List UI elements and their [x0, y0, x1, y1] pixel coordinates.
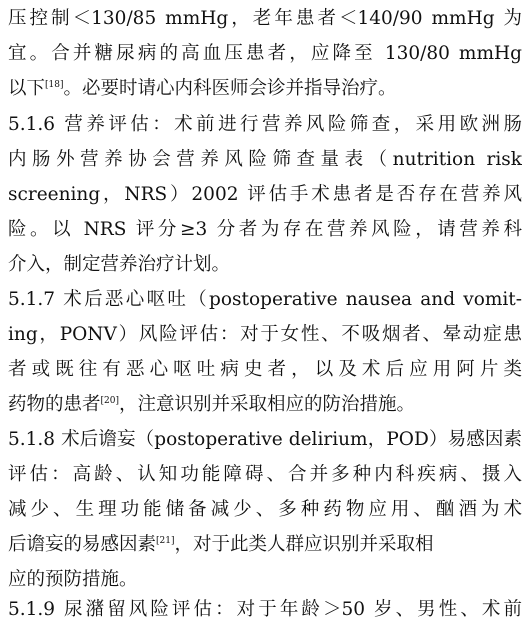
text-span: 。必要时请心内科医师会诊并指导治疗。	[63, 78, 397, 99]
citation-ref: [20]	[100, 396, 119, 406]
text-line	[8, 390, 522, 420]
text-line: 减少、生理功能储备减少、多种药物应用、酗酒为术	[8, 499, 522, 520]
text-line: 宜。合并糖尿病的高血压患者，应降至 130/80 mmHg	[8, 43, 522, 64]
text-line: 压控制＜130/85 mmHg，老年患者＜140/90 mmHg 为	[8, 8, 522, 29]
text-line: 者或既往有恶心呕吐病史者，以及术后应用阿片类	[8, 359, 522, 380]
section-5-1-8-heading-line: 5.1.8 术后谵妄（postoperative delirium，POD）易感因素	[8, 429, 522, 450]
citation-ref: [18]	[45, 80, 64, 90]
text-line: screening，NRS）2002 评估手术患者是否存在营养风	[8, 184, 522, 205]
text-span: 药物的患者	[8, 394, 101, 415]
section-5-1-6-heading-line: 5.1.6 营养评估：术前进行营养风险筛查，采用欧洲肠	[8, 114, 522, 135]
section-5-1-9-heading-line: 5.1.9 尿潴留风险评估：对于年龄＞50 岁、男性、术前	[8, 599, 522, 620]
text-span: ，注意识别并采取相应的防治措施。	[119, 394, 416, 415]
text-span: ，对于此类人群应识别并采取相	[174, 534, 434, 555]
text-line	[8, 74, 522, 104]
text-line: 评估：高龄、认知功能障碍、合并多种内科疾病、摄入	[8, 464, 522, 485]
text-span: 以下	[8, 78, 46, 99]
text-line: ing，PONV）风险评估：对于女性、不吸烟者、晕动症患	[8, 324, 522, 345]
text-line: 应的预防措施。	[8, 569, 138, 590]
text-span: 后谵妄的易感因素	[8, 534, 157, 555]
citation-ref: [21]	[156, 536, 175, 546]
text-line: 险。以 NRS 评分≥3 分者为存在营养风险，请营养科	[8, 219, 522, 240]
text-line: 内肠外营养协会营养风险筛查量表（nutrition risk	[8, 149, 522, 170]
text-line	[8, 530, 522, 560]
section-5-1-7-heading-line: 5.1.7 术后恶心呕吐（postoperative nausea and vomit-	[8, 289, 522, 310]
text-line: 介入，制定营养治疗计划。	[8, 254, 231, 275]
